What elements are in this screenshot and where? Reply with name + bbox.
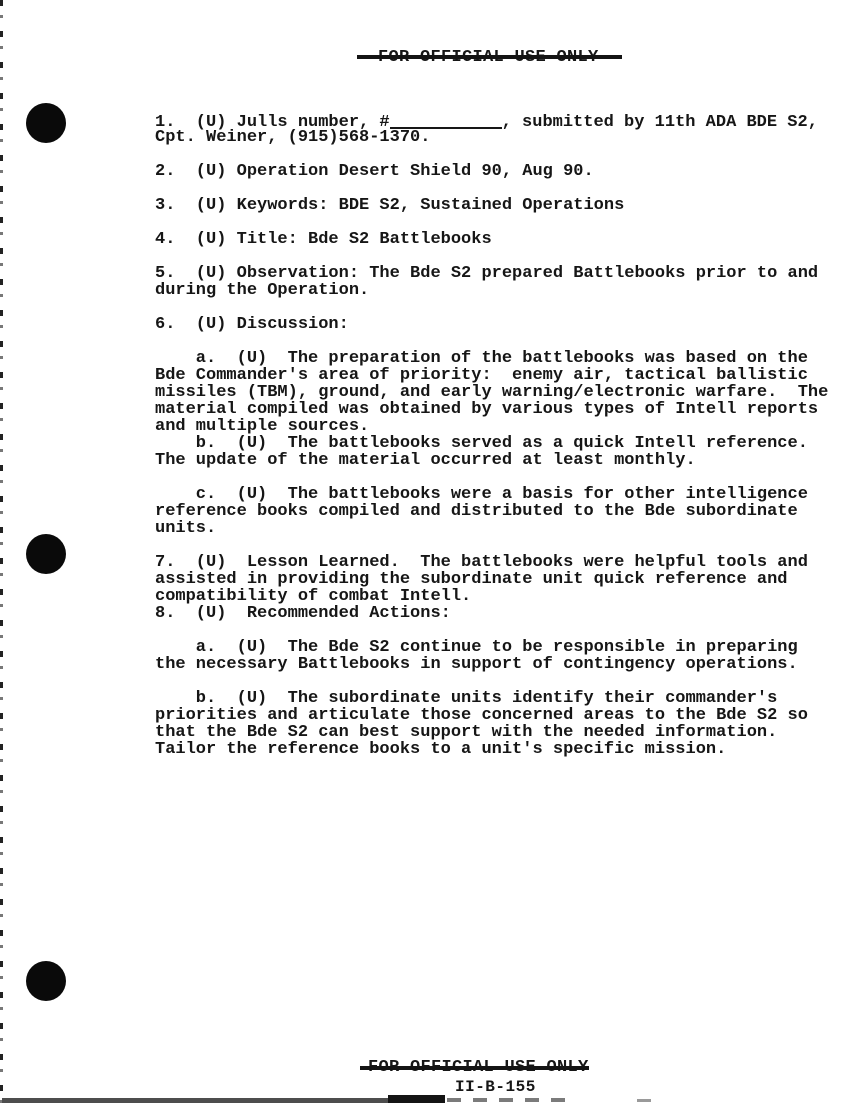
text-line: b. (U) The subordinate units identify their commander's bbox=[155, 689, 778, 708]
text-line bbox=[155, 469, 845, 486]
text-line: during the Operation. bbox=[155, 281, 370, 300]
julls-number-label: 1. (U) Julls number, # bbox=[155, 113, 390, 132]
text-line: compatibility of combat Intell. bbox=[155, 587, 472, 606]
header-strikethrough-line bbox=[357, 55, 622, 59]
text-line: 7. (U) Lesson Learned. The battlebooks were helpful tools and bbox=[155, 553, 808, 572]
scan-artifact-bottom-dashes bbox=[447, 1098, 567, 1102]
text-line bbox=[155, 333, 845, 350]
text-line: 8. (U) Recommended Actions: bbox=[155, 604, 451, 623]
julls-number-blank bbox=[390, 115, 502, 129]
text-line bbox=[155, 537, 845, 554]
text-line bbox=[155, 299, 845, 316]
footer-strikethrough-line bbox=[360, 1066, 589, 1070]
text-line: that the Bde S2 can best support with the needed information. bbox=[155, 723, 778, 742]
text-line: the necessary Battlebooks in support of contingency operations. bbox=[155, 655, 798, 674]
text-line bbox=[155, 673, 845, 690]
hole-punch-middle bbox=[26, 534, 66, 574]
text-line bbox=[155, 146, 845, 163]
text-line: assisted in providing the subordinate unit quick reference and bbox=[155, 570, 788, 589]
text-line: a. (U) The Bde S2 continue to be responsible in preparing bbox=[155, 638, 798, 657]
scan-artifact-bottom-chunk bbox=[388, 1095, 445, 1103]
scan-artifact-bottom-band bbox=[2, 1098, 388, 1103]
text-line bbox=[155, 180, 845, 197]
text-line: Tailor the reference books to a unit's specific mission. bbox=[155, 740, 727, 759]
contact-text: Cpt. Weiner, (915)568-1370. bbox=[155, 128, 431, 147]
scan-artifact-bottom-dot bbox=[637, 1099, 651, 1102]
text-line: c. (U) The battlebooks were a basis for other intelligence bbox=[155, 485, 808, 504]
submitted-by-text: , submitted by 11th ADA BDE S2, bbox=[501, 113, 818, 132]
text-line: priorities and articulate those concerned areas to the Bde S2 so bbox=[155, 706, 808, 725]
hole-punch-bottom bbox=[26, 961, 66, 1001]
text-line: 6. (U) Discussion: bbox=[155, 315, 349, 334]
text-line: reference books compiled and distributed to the Bde subordinate bbox=[155, 502, 798, 521]
text-line: b. (U) The battlebooks served as a quick Intell reference. bbox=[155, 434, 808, 453]
text-line bbox=[155, 214, 845, 231]
text-line: 3. (U) Keywords: BDE S2, Sustained Operations bbox=[155, 196, 625, 215]
text-line: 4. (U) Title: Bde S2 Battlebooks bbox=[155, 230, 492, 249]
scan-edge-left bbox=[0, 0, 3, 1105]
document-body bbox=[155, 112, 845, 758]
text-line: 5. (U) Observation: The Bde S2 prepared Battlebooks prior to and bbox=[155, 264, 819, 283]
text-line: missiles (TBM), ground, and early warning/electronic warfare. The bbox=[155, 383, 829, 402]
text-line: and multiple sources. bbox=[155, 417, 370, 436]
text-line: 2. (U) Operation Desert Shield 90, Aug 90. bbox=[155, 162, 594, 181]
hole-punch-top bbox=[26, 103, 66, 143]
text-line: units. bbox=[155, 519, 217, 538]
text-line: The update of the material occurred at least monthly. bbox=[155, 451, 696, 470]
text-line: material compiled was obtained by various types of Intell reports bbox=[155, 400, 819, 419]
page-number: II-B-155 bbox=[455, 1078, 536, 1096]
text-line bbox=[155, 622, 845, 639]
text-line bbox=[155, 248, 845, 265]
text-line: Bde Commander's area of priority: enemy air, tactical ballistic bbox=[155, 366, 808, 385]
text-line bbox=[155, 112, 845, 132]
body-lines bbox=[155, 146, 845, 758]
text-line: a. (U) The preparation of the battlebooks was based on the bbox=[155, 349, 808, 368]
